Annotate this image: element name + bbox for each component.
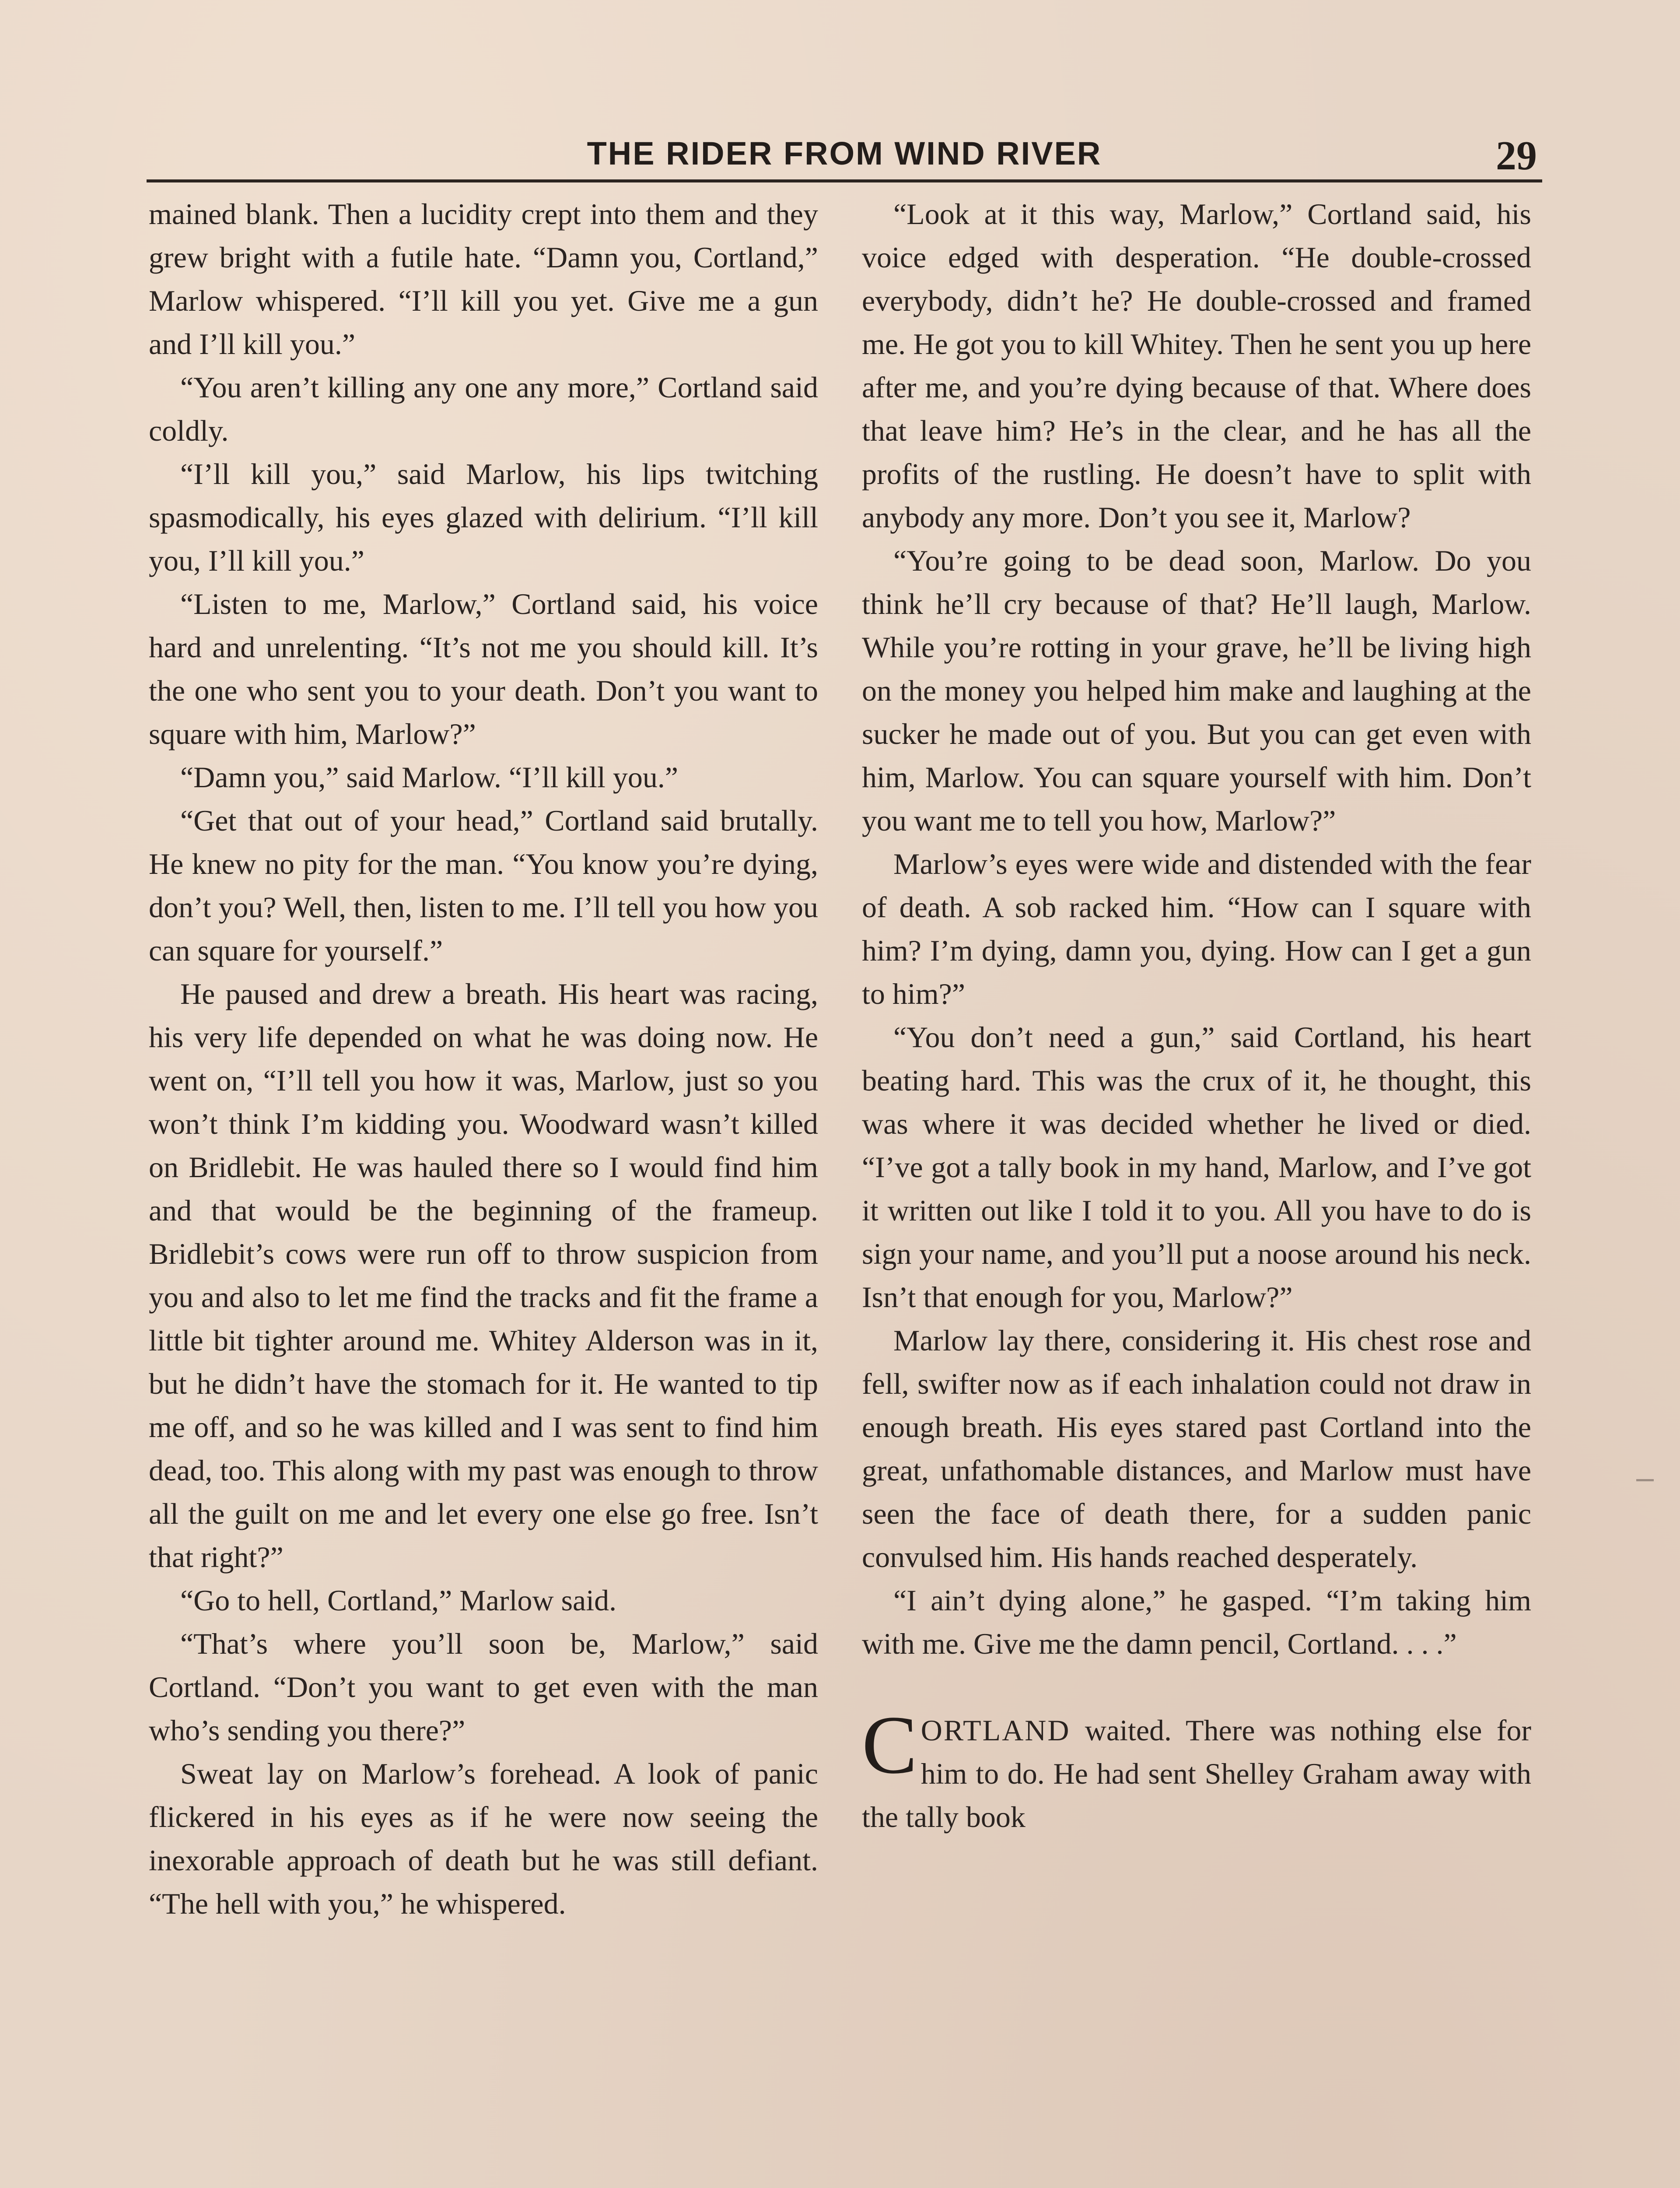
section-lead-word: ORTLAND: [920, 1714, 1071, 1747]
paragraph: “Damn you,” said Marlow. “I’ll kill you.”: [180, 761, 679, 794]
paragraph: “You’re going to be dead soon, Marlow. Do you think he’ll cry because of that? He’ll laugh, Marlow. While you’re rotting in your grave, he’ll be living high on the money you helped him make and laughing at the sucker he made out of you. But you can get even with him, Marlow. You can square yourself with him. Don’t you want me to tell you how, Marlow?”: [862, 544, 1531, 837]
left-text-column: [149, 193, 818, 1925]
page-header: [147, 131, 1542, 182]
paragraph: “Get that out of your head,” Cortland said brutally. He knew no pity for the man. “You know you’re dying, don’t you? Well, then, listen to me. I’ll tell you how you can square for yourself.”: [149, 804, 818, 967]
paragraph: “Go to hell, Cortland,” Marlow said.: [180, 1584, 617, 1617]
paragraph: He paused and drew a breath. His heart was racing, his very life depended on what he was doing now. He went on, “I’ll tell you how it was, Marlow, just so you won’t think I’m kidding you. Woodward wasn’t killed on Bridlebit. He was hauled there so I would find him and that would be the beginning of the frameup. Bridlebit’s cows were run off to throw suspicion from you and also to let me find the tracks and fit the frame a little bit tighter around me. Whitey Alderson was in it, but he didn’t have the stomach for it. He wanted to tip me off, and so he was killed and I was sent to find him dead, too. This along with my past was enough to throw all the guilt on me and let every one else go free. Isn’t that right?”: [149, 977, 818, 1574]
page-number: 29: [1496, 133, 1537, 179]
paragraph: “That’s where you’ll soon be, Marlow,” said Cortland. “Don’t you want to get even with the man who’s sending you there?”: [149, 1627, 818, 1747]
right-text-column: [862, 193, 1531, 1839]
paragraph: “Look at it this way, Marlow,” Cortland said, his voice edged with desperation. “He double-crossed everybody, didn’t he? He double-crossed and framed me. He got you to kill Whitey. Then he sent you up here after me, and you’re dying because of that. Where does that leave him? He’s in the clear, and he has all the profits of the rustling. He doesn’t have to split with anybody any more. Don’t you see it, Marlow?: [862, 197, 1531, 534]
paragraph: Marlow’s eyes were wide and distended with the fear of death. A sob racked him. “How can I square with him? I’m dying, damn you, dying. How can I get a gun to him?”: [862, 847, 1531, 1010]
margin-mark: [1636, 1479, 1654, 1481]
paragraph: “I ain’t dying alone,” he gasped. “I’m taking him with me. Give me the damn pencil, Cortland. . . .”: [862, 1584, 1531, 1660]
paragraph: Sweat lay on Marlow’s forehead. A look of panic flickered in his eyes as if he were now seeing the inexorable approach of death but he was still defiant. “The hell with you,” he whispered.: [149, 1757, 818, 1920]
paragraph: “Listen to me, Marlow,” Cortland said, his voice hard and unrelenting. “It’s not me you should kill. It’s the one who sent you to your death. Don’t you want to square with him, Marlow?”: [149, 587, 818, 750]
paragraph: Marlow lay there, considering it. His chest rose and fell, swifter now as if each inhalation could not draw in enough breath. His eyes stared past Cortland into the great, unfathomable distances, and Marlow must have seen the face of death there, for a sudden panic convulsed him. His hands reached desperately.: [862, 1324, 1531, 1574]
running-title: THE RIDER FROM WIND RIVER: [587, 135, 1102, 172]
paragraph: “You aren’t killing any one any more,” Cortland said coldly.: [149, 371, 818, 447]
paragraph: “I’ll kill you,” said Marlow, his lips twitching spasmodically, his eyes glazed with delirium. “I’ll kill you, I’ll kill you.”: [149, 457, 818, 577]
paragraph: mained blank. Then a lucidity crept into them and they grew bright with a futile hate. “Damn you, Cortland,” Marlow whispered. “I’ll kill you yet. Give me a gun and I’ll kill you.”: [149, 197, 818, 361]
drop-cap: C: [862, 1699, 917, 1791]
paragraph: “You don’t need a gun,” said Cortland, his heart beating hard. This was the crux of it, he thought, this was where it was decided whether he lived or died. “I’ve got a tally book in my hand, Marlow, and I’ve got it written out like I told it to you. All you have to do is sign your name, and you’ll put a noose around his neck. Isn’t that enough for you, Marlow?”: [862, 1020, 1531, 1314]
section-start-paragraph: [862, 1699, 1531, 1839]
section-start-text: waited. There was nothing else for him to do. He had sent Shelley Graham away with the tally book: [862, 1714, 1531, 1834]
